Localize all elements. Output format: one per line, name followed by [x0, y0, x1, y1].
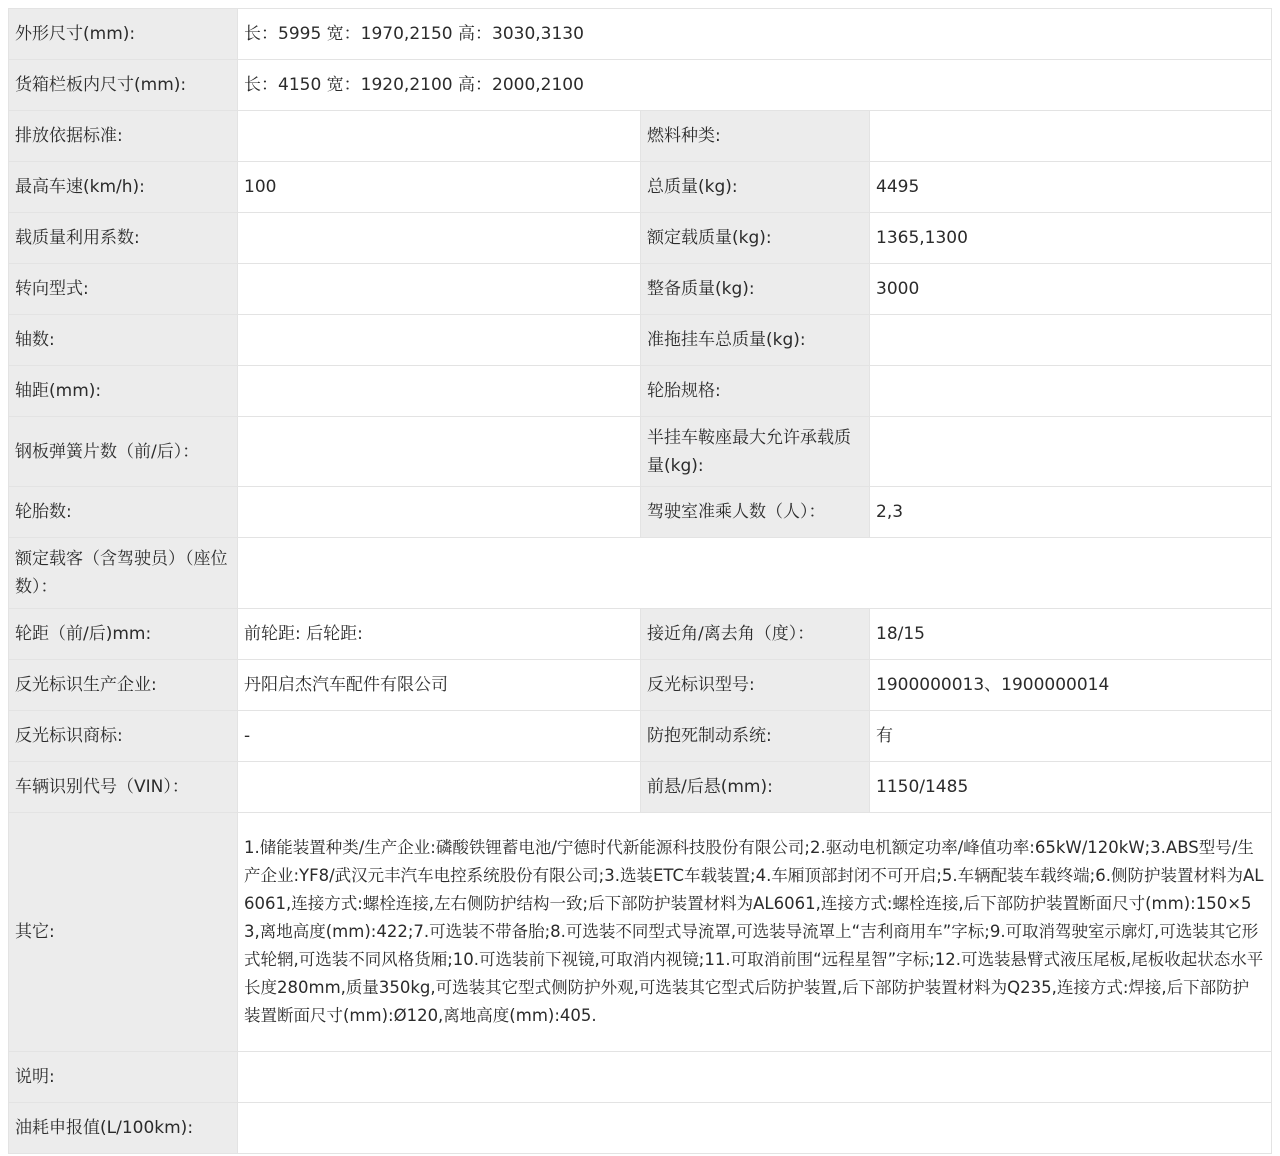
- value-description: [238, 1052, 1272, 1103]
- table-row: [9, 538, 1272, 609]
- value-gross-mass: 4495: [870, 162, 1272, 213]
- table-row: [9, 660, 1272, 711]
- table-row: [9, 711, 1272, 762]
- value-wheelbase: [238, 366, 641, 417]
- label-rated-passengers: 额定载客（含驾驶员）（座位数）：: [9, 538, 238, 609]
- label-track-width: 轮距（前/后)mm:: [9, 609, 238, 660]
- label-max-speed: 最高车速(km/h):: [9, 162, 238, 213]
- value-reflector-brand: -: [238, 711, 641, 762]
- label-tire-spec: 轮胎规格:: [641, 366, 870, 417]
- label-overhang: 前悬/后悬(mm):: [641, 762, 870, 813]
- table-row: [9, 366, 1272, 417]
- label-emission-standard: 排放依据标准:: [9, 111, 238, 162]
- label-reflector-maker: 反光标识生产企业:: [9, 660, 238, 711]
- value-axle-count: [238, 315, 641, 366]
- value-fuel-consumption: [238, 1103, 1272, 1154]
- value-leaf-springs: [238, 417, 641, 487]
- value-cab-occupancy: 2,3: [870, 487, 1272, 538]
- value-tire-spec: [870, 366, 1272, 417]
- table-row: [9, 487, 1272, 538]
- vehicle-spec-table: [8, 8, 1272, 1154]
- value-vin: [238, 762, 641, 813]
- label-rated-load: 额定载质量(kg):: [641, 213, 870, 264]
- value-emission-standard: [238, 111, 641, 162]
- label-overall-dimensions: 外形尺寸(mm):: [9, 9, 238, 60]
- value-track-width: 前轮距: 后轮距:: [238, 609, 641, 660]
- table-row: [9, 813, 1272, 1052]
- table-row: [9, 264, 1272, 315]
- label-other: 其它:: [9, 813, 238, 1052]
- label-trailer-mass: 准拖挂车总质量(kg):: [641, 315, 870, 366]
- label-saddle-load: 半挂车鞍座最大允许承载质量(kg):: [641, 417, 870, 487]
- table-row: [9, 762, 1272, 813]
- label-load-utilization: 载质量利用系数:: [9, 213, 238, 264]
- value-approach-departure-angle: 18/15: [870, 609, 1272, 660]
- label-cab-occupancy: 驾驶室准乘人数（人）：: [641, 487, 870, 538]
- label-leaf-springs: 钢板弹簧片数（前/后）：: [9, 417, 238, 487]
- label-description: 说明:: [9, 1052, 238, 1103]
- label-wheelbase: 轴距(mm):: [9, 366, 238, 417]
- label-reflector-brand: 反光标识商标:: [9, 711, 238, 762]
- label-vin: 车辆识别代号（VIN）：: [9, 762, 238, 813]
- value-overhang: 1150/1485: [870, 762, 1272, 813]
- value-steering-type: [238, 264, 641, 315]
- label-curb-mass: 整备质量(kg):: [641, 264, 870, 315]
- value-other-notes: 1.储能装置种类/生产企业:磷酸铁锂蓄电池/宁德时代新能源科技股份有限公司;2.驱动电机额定功率/峰值功率:65kW/120kW;3.ABS型号/生产企业:YF8/武汉元丰汽车电控系统股份有限公司;3.选装ETC车载装置;4.车厢顶部封闭不可开启;5.车辆配装车载终端;6.侧防护装置材料为AL6061,连接方式:螺栓连接,左右侧防护结构一致;后下部防护装置材料为AL6061,连接方式:螺栓连接,后下部防护装置断面尺寸(mm):150×53,离地高度(mm):422;7.可选装不带备胎;8.可选装不同型式导流罩,可选装导流罩上“吉利商用车”字标;9.可取消驾驶室示廓灯,可选装其它形式轮辋,可选装不同风格货厢;10.可选装前下视镜,可取消内视镜;11.可取消前围“远程星智”字标;12.可选装悬臂式液压尾板,尾板收起状态水平长度280mm,质量350kg,可选装其它型式侧防护外观,可选装其它型式后防护装置,后下部防护装置材料为Q235,连接方式:焊接,后下部防护装置断面尺寸(mm):Ø120,离地高度(mm):405.: [238, 813, 1272, 1052]
- value-rated-load: 1365,1300: [870, 213, 1272, 264]
- value-curb-mass: 3000: [870, 264, 1272, 315]
- label-gross-mass: 总质量(kg):: [641, 162, 870, 213]
- label-tire-count: 轮胎数:: [9, 487, 238, 538]
- table-row: [9, 213, 1272, 264]
- table-row: [9, 162, 1272, 213]
- table-row: [9, 60, 1272, 111]
- label-steering-type: 转向型式:: [9, 264, 238, 315]
- value-abs: 有: [870, 711, 1272, 762]
- table-row: [9, 609, 1272, 660]
- table-row: [9, 1052, 1272, 1103]
- value-tire-count: [238, 487, 641, 538]
- label-fuel-type: 燃料种类:: [641, 111, 870, 162]
- table-row: [9, 9, 1272, 60]
- value-fuel-type: [870, 111, 1272, 162]
- value-reflector-model: 1900000013、1900000014: [870, 660, 1272, 711]
- value-overall-dimensions: 长：5995 宽：1970,2150 高：3030,3130: [238, 9, 1272, 60]
- table-row: [9, 417, 1272, 487]
- vehicle-spec-document: [8, 8, 1271, 1154]
- label-axle-count: 轴数:: [9, 315, 238, 366]
- label-reflector-model: 反光标识型号:: [641, 660, 870, 711]
- value-max-speed: 100: [238, 162, 641, 213]
- value-saddle-load: [870, 417, 1272, 487]
- label-cargo-box-dimensions: 货箱栏板内尺寸(mm):: [9, 60, 238, 111]
- value-rated-passengers: [238, 538, 1272, 609]
- table-row: [9, 111, 1272, 162]
- table-row: [9, 315, 1272, 366]
- label-abs: 防抱死制动系统:: [641, 711, 870, 762]
- label-approach-departure-angle: 接近角/离去角（度）：: [641, 609, 870, 660]
- value-load-utilization: [238, 213, 641, 264]
- value-trailer-mass: [870, 315, 1272, 366]
- table-row: [9, 1103, 1272, 1154]
- value-reflector-maker: 丹阳启杰汽车配件有限公司: [238, 660, 641, 711]
- label-fuel-consumption: 油耗申报值(L/100km):: [9, 1103, 238, 1154]
- value-cargo-box-dimensions: 长：4150 宽：1920,2100 高：2000,2100: [238, 60, 1272, 111]
